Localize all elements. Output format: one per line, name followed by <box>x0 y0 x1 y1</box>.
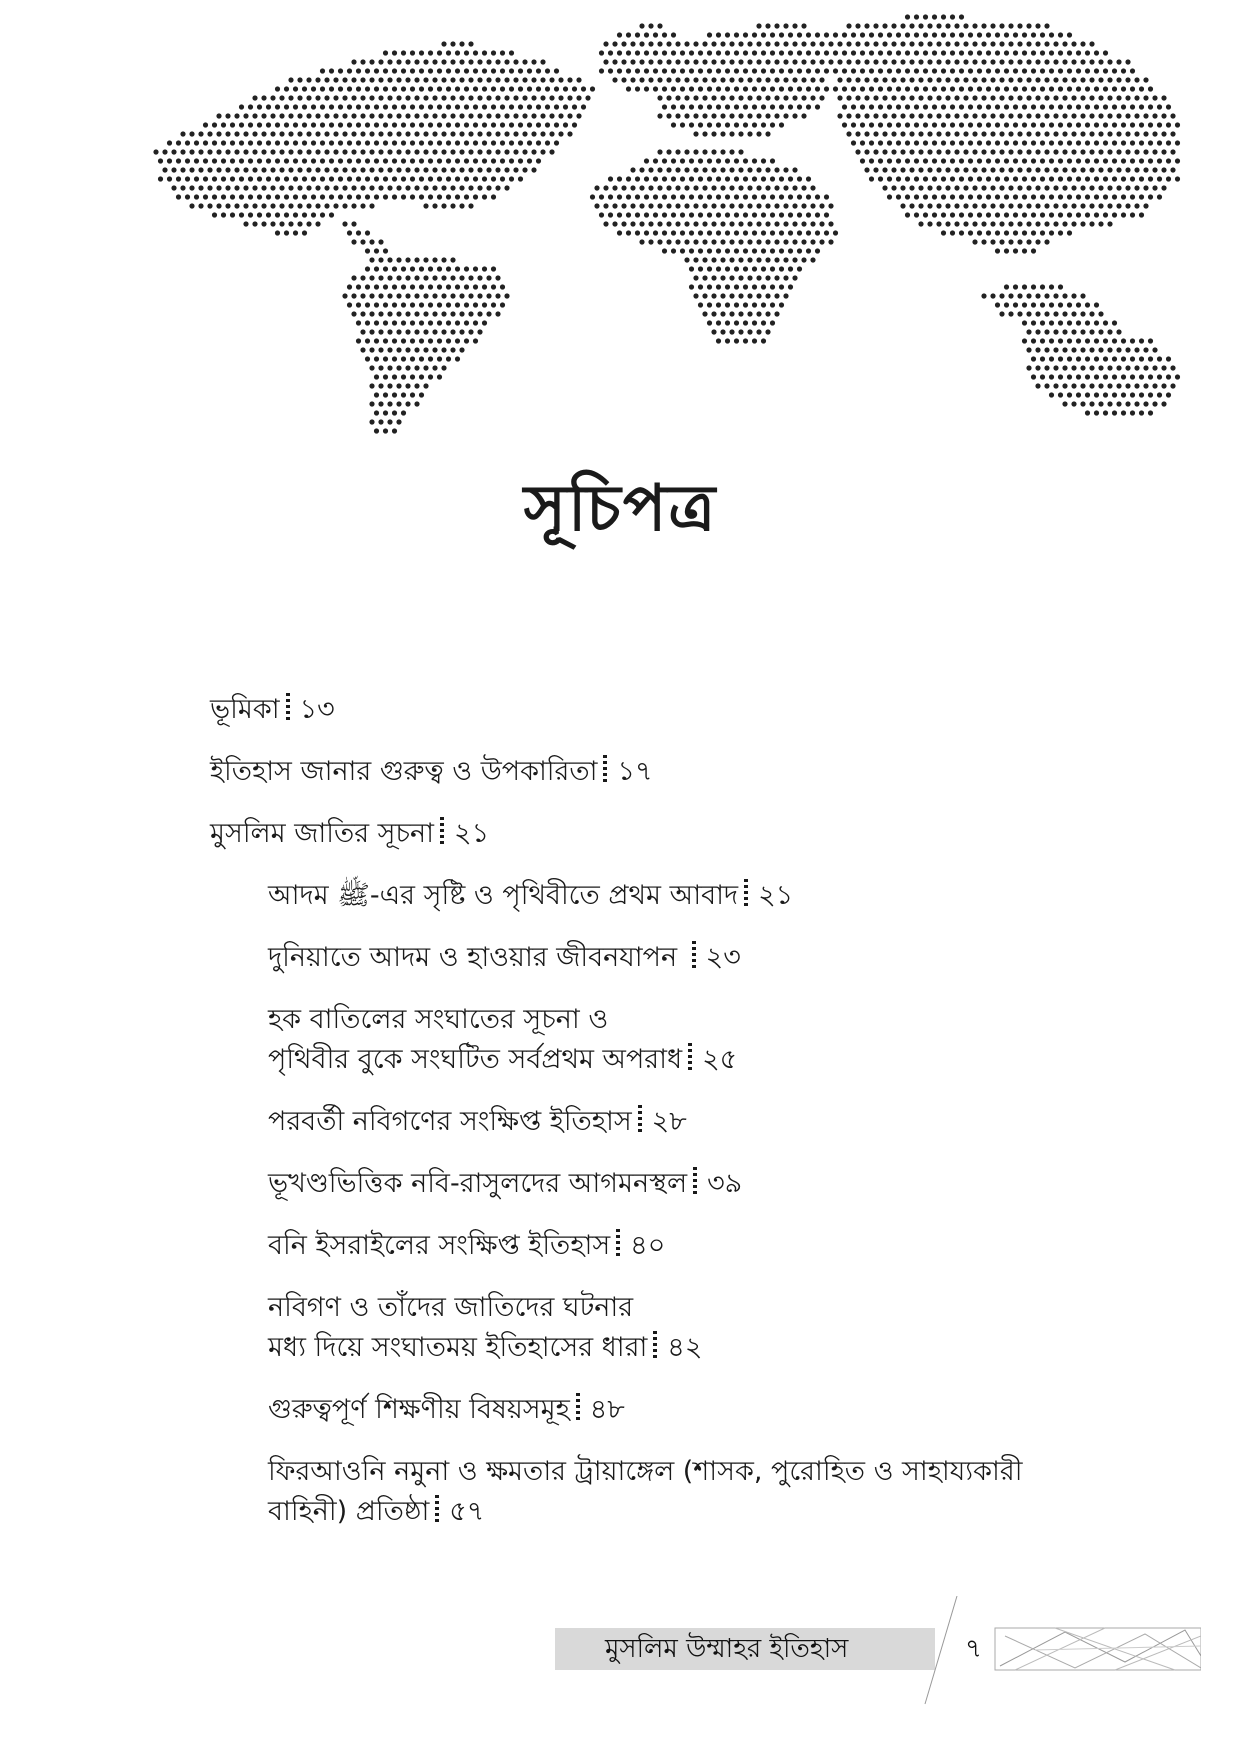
toc-entry-title: গুরুত্বপূর্ণ শিক্ষণীয় বিষয়সমূহ <box>268 1394 570 1425</box>
toc-entry-text <box>210 690 1070 730</box>
toc-entry-title: আদম ﷺ-এর সৃষ্টি ও পৃথিবীতে প্রথম আবাদ <box>268 880 739 911</box>
toc-page-number: ৪২ <box>667 1332 703 1363</box>
dotted-separator <box>693 1167 697 1197</box>
toc-entry-title: পৃথিবীর বুকে সংঘটিত সর্বপ্রথম অপরাধ <box>268 1044 683 1075</box>
toc-entry-text <box>268 1452 1070 1492</box>
toc-entry-text <box>268 938 1070 978</box>
toc-entry-text <box>268 1492 1070 1532</box>
toc-page-number: ৪৮ <box>589 1394 625 1425</box>
toc-entry[interactable] <box>210 1000 1070 1080</box>
toc-entry-title: নবিগণ ও তাঁদের জাতিদের ঘটনার <box>268 1292 634 1323</box>
toc-page-number: ২১ <box>758 880 794 911</box>
toc-entry-text <box>268 1226 1070 1266</box>
toc-page-number: ২৫ <box>702 1044 738 1075</box>
dotted-separator <box>435 1495 439 1525</box>
toc-entry[interactable] <box>210 1102 1070 1142</box>
toc-entry-text <box>210 752 1070 792</box>
toc-page-number: ৩৯ <box>707 1168 743 1199</box>
dotted-separator <box>692 941 696 971</box>
toc-page-number: ২৩ <box>705 942 741 973</box>
toc-entry-title: বনি ইসরাইলের সংক্ষিপ্ত ইতিহাস <box>268 1230 611 1261</box>
toc-page-number: ৫৭ <box>449 1496 485 1527</box>
dotted-separator <box>653 1331 657 1361</box>
dotted-separator <box>286 693 290 723</box>
dotted-separator <box>603 755 607 785</box>
toc-entry[interactable] <box>210 814 1070 854</box>
toc-entry[interactable] <box>210 876 1070 916</box>
footer-book-title: মুসলিম উম্মাহর ইতিহাস <box>605 1634 849 1664</box>
toc-entry-title: ভূমিকা <box>210 694 280 725</box>
toc-entry-text <box>268 1102 1070 1142</box>
toc-entry-title: হক বাতিলের সংঘাতের সূচনা ও <box>268 1004 609 1035</box>
toc-entry[interactable] <box>210 690 1070 730</box>
toc-entry-text <box>268 1164 1070 1204</box>
toc-entry-text <box>268 1040 1070 1080</box>
dotted-separator <box>576 1393 580 1423</box>
table-of-contents <box>210 690 1070 1554</box>
footer-page-number: ৭ <box>965 1634 982 1664</box>
toc-entry[interactable] <box>210 1164 1070 1204</box>
toc-entry-text <box>268 1328 1070 1368</box>
toc-entry[interactable] <box>210 1288 1070 1368</box>
toc-page-number: ৪০ <box>630 1230 666 1261</box>
toc-page-number: ২১ <box>454 818 490 849</box>
toc-entry[interactable] <box>210 752 1070 792</box>
toc-page-number: ১৩ <box>299 694 335 725</box>
toc-entry-title: ইতিহাস জানার গুরুত্ব ও উপকারিতা <box>210 756 598 787</box>
toc-entry-title: মধ্য দিয়ে সংঘাতময় ইতিহাসের ধারা <box>268 1332 648 1363</box>
geometric-lines-icon <box>915 1596 1201 1706</box>
toc-entry-text <box>210 814 1070 854</box>
toc-entry-title: বাহিনী) প্রতিষ্ঠা <box>268 1496 430 1527</box>
toc-entry[interactable] <box>210 1452 1070 1532</box>
toc-page-number: ২৮ <box>651 1106 687 1137</box>
toc-entry[interactable] <box>210 938 1070 978</box>
dotted-world-map-icon <box>40 0 1200 460</box>
toc-entry-text <box>268 1390 1070 1430</box>
dotted-separator <box>638 1105 642 1135</box>
toc-entry-title: ভূখণ্ডভিত্তিক নবি-রাসুলদের আগমনস্থল <box>268 1168 688 1199</box>
toc-entry-text <box>268 1000 1070 1040</box>
dotted-separator <box>688 1043 692 1073</box>
toc-entry-text <box>268 876 1070 916</box>
toc-entry-title: পরবর্তী নবিগণের সংক্ষিপ্ত ইতিহাস <box>268 1106 632 1137</box>
dotted-separator <box>616 1229 620 1259</box>
dotted-separator <box>744 879 748 909</box>
toc-entry-title: ফিরআওনি নমুনা ও ক্ষমতার ট্রায়াঙ্গেল (শাসক, পুরোহিত ও সাহায্যকারী <box>268 1456 1023 1487</box>
toc-entry[interactable] <box>210 1226 1070 1266</box>
toc-entry[interactable] <box>210 1390 1070 1430</box>
dotted-separator <box>440 817 444 847</box>
toc-entry-title: দুনিয়াতে আদম ও হাওয়ার জীবনযাপন <box>268 942 686 973</box>
toc-entry-title: মুসলিম জাতির সূচনা <box>210 818 435 849</box>
toc-entry-text <box>268 1288 1070 1328</box>
page-title: সূচিপত্র <box>523 471 718 546</box>
toc-page-number: ১৭ <box>617 756 653 787</box>
page-footer <box>555 1628 1201 1670</box>
